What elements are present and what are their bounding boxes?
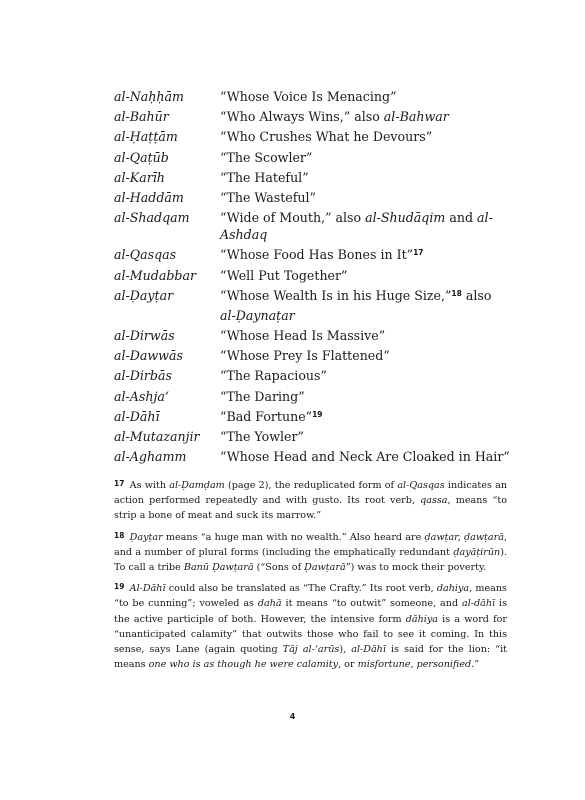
english-gloss: [220, 448, 534, 465]
note-italic: dahā: [257, 598, 282, 610]
english-gloss: [220, 246, 534, 263]
arabic-term: al-Ḥaṭṭām: [114, 129, 178, 145]
note-italic: one who is as though he were calamity: [148, 659, 339, 671]
arabic-term: al-Haddām: [114, 189, 184, 205]
gloss-text: “Wide of Mouth,” also: [220, 210, 366, 226]
gloss-text: “The Daring”: [220, 388, 305, 404]
english-gloss: [220, 367, 534, 384]
epithet-row: [114, 327, 534, 344]
note-italic: ḍawṭar, ḍawṭarā: [424, 531, 504, 543]
epithet-row: [114, 367, 534, 384]
note-italic: Banū Ḍawṭarā: [183, 562, 254, 574]
note-italic: Al-Dāhī: [129, 583, 166, 595]
gloss-variant: al-Ashdaq: [220, 210, 493, 243]
note-italic: Ḍayṭar: [129, 531, 163, 543]
footnote-ref[interactable]: 17: [413, 248, 424, 258]
note-text: ),: [339, 644, 352, 656]
gloss-text: “Whose Food Has Bones in It”: [220, 247, 414, 263]
english-gloss: [220, 347, 534, 364]
gloss-variant: al-Shudāqim: [365, 210, 446, 226]
footnote-ref[interactable]: 18: [451, 288, 462, 298]
note-text: , means “to strip a bone of meat and suck its marrow.”: [114, 495, 507, 522]
english-gloss: [220, 428, 534, 445]
note-text: , and a number of plural forms (including the emphatically redundant: [114, 531, 507, 558]
english-gloss: [220, 209, 534, 243]
arabic-term: [114, 307, 220, 324]
note-italic: al-dāhī: [461, 598, 496, 610]
gloss-text: and: [445, 210, 478, 226]
note-text: , means “to be cunning”; voweled as: [114, 583, 507, 610]
note-italic: ḍayāṭirūn: [453, 546, 501, 558]
gloss-text: “Whose Wealth Is in his Huge Size,”: [220, 287, 452, 303]
footnote-number: 18: [114, 530, 125, 540]
gloss-text: “Whose Head Is Massive”: [220, 328, 386, 344]
arabic-term: al-Mutazanjir: [114, 429, 200, 444]
epithet-row: [114, 347, 534, 364]
gloss-text: “Who Always Wins,” also: [220, 109, 384, 125]
note-italic: misfortune, personified: [357, 659, 472, 671]
gloss-variant: al-Ḍaynaṭar: [220, 307, 295, 323]
arabic-term: al-Qasqas: [114, 247, 177, 263]
footnote-19: [114, 579, 507, 672]
note-italic: Tāj al-‘arūs: [282, 644, 340, 656]
english-gloss: [220, 108, 534, 125]
gloss-text: “Who Crushes What he Devours”: [220, 129, 433, 145]
arabic-term: al-Naḥḥām: [114, 89, 184, 104]
gloss-text: “Whose Voice Is Menacing”: [220, 89, 397, 104]
epithet-row: [114, 246, 534, 263]
epithet-row: [114, 108, 534, 125]
english-gloss: [220, 408, 534, 425]
epithet-row: [114, 88, 534, 105]
footnote-17: [114, 476, 507, 524]
note-text: ”) was to mock their poverty.: [345, 562, 487, 574]
note-text: means “a huge man with no wealth.” Also heard are: [162, 531, 425, 543]
gloss-text: “The Yowler”: [220, 429, 304, 444]
gloss-text: “The Wasteful”: [220, 189, 316, 205]
english-gloss: [220, 149, 534, 166]
footnote-number: 19: [114, 582, 125, 592]
gloss-text: “The Rapacious”: [220, 368, 327, 384]
arabic-term: al-Dirbās: [114, 368, 172, 384]
note-italic: al-Qasqas: [397, 480, 445, 491]
arabic-term: al-Ḍayṭar: [114, 287, 174, 303]
english-gloss: [220, 327, 534, 344]
note-text: ). To call a tribe: [114, 546, 507, 574]
english-gloss: [220, 287, 534, 304]
note-text: indicates an action performed repeatedly and with gusto. Its root verb,: [114, 480, 508, 507]
epithet-list: [114, 88, 534, 468]
epithet-row: [114, 448, 534, 465]
note-italic: dahiya: [436, 583, 470, 595]
epithet-row: [114, 169, 534, 186]
arabic-term: al-Mudabbar: [114, 267, 197, 283]
arabic-term: al-Bahūr: [114, 109, 169, 125]
footnotes: [114, 476, 507, 676]
arabic-term: al-Shadqam: [114, 210, 190, 226]
epithet-row: [114, 189, 534, 206]
footnote-18: [114, 528, 507, 576]
epithet-row: [114, 128, 534, 145]
arabic-term: al-Aghamm: [114, 449, 187, 465]
note-italic: qassa: [420, 495, 448, 507]
epithet-row: [114, 428, 534, 445]
note-text: it means “to outwit” someone, and: [281, 598, 462, 610]
arabic-term: al-Karīh: [114, 169, 165, 185]
note-italic: al-Dāhī: [351, 644, 386, 656]
gloss-text: “Whose Head and Neck Are Cloaked in Hair”: [220, 449, 510, 465]
epithet-row: [114, 267, 534, 284]
arabic-term: al-Dāhī: [114, 408, 160, 424]
epithet-row-continuation: [114, 307, 534, 324]
gloss-text: also: [461, 287, 492, 303]
page-number: 4: [289, 712, 296, 721]
gloss-text: “The Scowler”: [220, 149, 313, 165]
note-italic: Ḍawṭarā: [304, 562, 346, 574]
epithet-row: [114, 287, 534, 304]
epithet-row: [114, 209, 534, 243]
gloss-text: “Whose Prey Is Flattened”: [220, 348, 390, 364]
arabic-term: al-Dawwās: [114, 348, 183, 364]
footnote-ref[interactable]: 19: [312, 409, 323, 419]
english-gloss: [220, 88, 534, 105]
arabic-term: al-Dirwās: [114, 328, 175, 344]
note-text: , or: [338, 659, 358, 671]
epithet-row: [114, 388, 534, 405]
arabic-term: al-Ashja‘: [114, 388, 169, 404]
english-gloss: [220, 388, 534, 405]
english-gloss: [220, 267, 534, 284]
gloss-text: “Well Put Together”: [220, 267, 348, 283]
footnote-number: 17: [114, 479, 125, 488]
epithet-row: [114, 408, 534, 425]
gloss-text: “Bad Fortune”: [220, 408, 313, 424]
gloss-text: “The Hateful”: [220, 169, 309, 185]
english-gloss: [220, 169, 534, 186]
note-italic: al-Ḍamḍam: [169, 480, 225, 491]
note-text: is said for the lion: “it means: [114, 644, 508, 671]
note-text: (“Sons of: [253, 562, 305, 574]
note-italic: dāhiya: [405, 613, 439, 625]
english-gloss: [220, 189, 534, 206]
english-gloss: [220, 128, 534, 145]
note-text: (page 2), the reduplicated form of: [224, 480, 398, 491]
note-text: is the active participle of both. However, the intensive form: [114, 598, 508, 625]
epithet-row: [114, 149, 534, 166]
note-text: could also be translated as “The Crafty.” Its root verb,: [165, 583, 437, 595]
note-text: As with: [129, 480, 170, 491]
english-gloss: [220, 307, 534, 324]
note-text: .”: [471, 659, 480, 671]
gloss-variant: al-Bahwar: [383, 109, 449, 125]
arabic-term: al-Qaṭūb: [114, 149, 169, 165]
note-text: is a word for “unanticipated calamity” that outwits those who fail to see it coming. In this sense, says Lane (again quoting: [114, 613, 507, 656]
